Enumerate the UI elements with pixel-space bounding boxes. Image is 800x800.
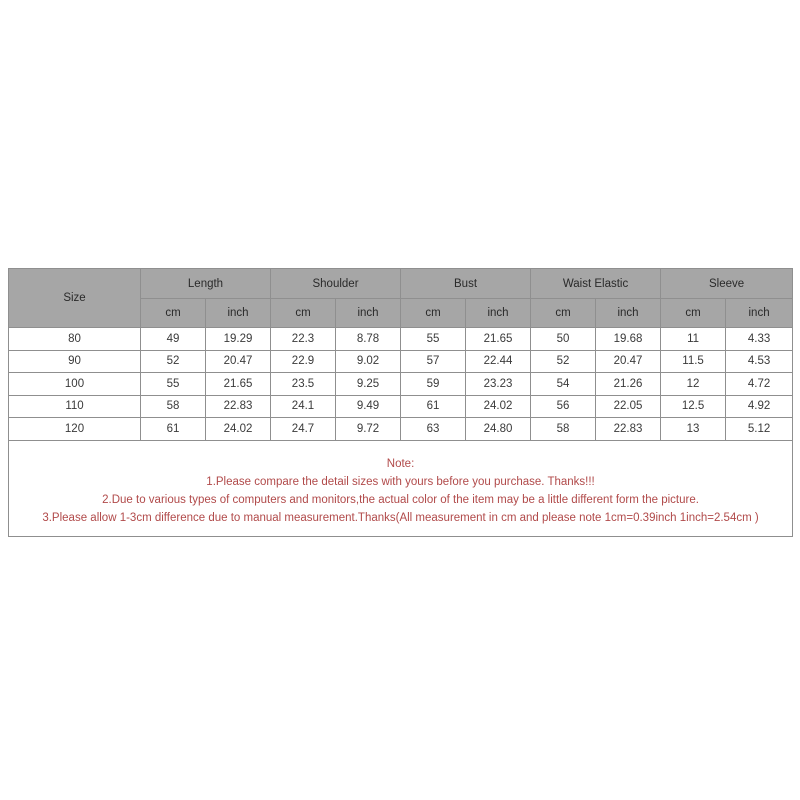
- unit-header-inch: inch: [206, 299, 271, 328]
- unit-header-cm: cm: [531, 299, 596, 328]
- unit-header-inch: inch: [466, 299, 531, 328]
- value-cell: 57: [401, 350, 466, 373]
- value-cell: 24.1: [271, 395, 336, 418]
- notes-cell: [9, 440, 793, 536]
- value-cell: 12: [661, 373, 726, 396]
- size-cell: 120: [9, 418, 141, 441]
- table-row: [9, 395, 793, 418]
- value-cell: 21.65: [466, 328, 531, 351]
- note-line-1: 1.Please compare the detail sizes with yours before you purchase. Thanks!!!: [206, 475, 595, 488]
- value-cell: 22.83: [596, 418, 661, 441]
- group-header-shoulder: Shoulder: [271, 269, 401, 299]
- table-row: [9, 328, 793, 351]
- notes-section: [9, 440, 793, 536]
- value-cell: 55: [141, 373, 206, 396]
- value-cell: 23.5: [271, 373, 336, 396]
- value-cell: 9.02: [336, 350, 401, 373]
- size-cell: 110: [9, 395, 141, 418]
- value-cell: 24.02: [206, 418, 271, 441]
- table-row: [9, 373, 793, 396]
- table-row: [9, 418, 793, 441]
- value-cell: 24.80: [466, 418, 531, 441]
- value-cell: 12.5: [661, 395, 726, 418]
- value-cell: 23.23: [466, 373, 531, 396]
- value-cell: 20.47: [596, 350, 661, 373]
- size-header: Size: [9, 269, 141, 328]
- value-cell: 58: [531, 418, 596, 441]
- value-cell: 20.47: [206, 350, 271, 373]
- size-cell: 90: [9, 350, 141, 373]
- table-header: [9, 269, 793, 328]
- value-cell: 56: [531, 395, 596, 418]
- value-cell: 63: [401, 418, 466, 441]
- value-cell: 52: [531, 350, 596, 373]
- value-cell: 4.92: [726, 395, 793, 418]
- size-cell: 100: [9, 373, 141, 396]
- size-chart-table: [8, 268, 793, 537]
- note-line-2: 2.Due to various types of computers and monitors,the actual color of the item may be a little different form the picture.: [102, 494, 699, 507]
- value-cell: 22.9: [271, 350, 336, 373]
- value-cell: 4.72: [726, 373, 793, 396]
- unit-header-cm: cm: [141, 299, 206, 328]
- group-header-sleeve: Sleeve: [661, 269, 793, 299]
- note-title: Note:: [386, 457, 415, 470]
- value-cell: 21.26: [596, 373, 661, 396]
- value-cell: 9.25: [336, 373, 401, 396]
- unit-header-inch: inch: [596, 299, 661, 328]
- value-cell: 59: [401, 373, 466, 396]
- value-cell: 22.83: [206, 395, 271, 418]
- value-cell: 24.7: [271, 418, 336, 441]
- value-cell: 61: [141, 418, 206, 441]
- table-row: [9, 350, 793, 373]
- value-cell: 61: [401, 395, 466, 418]
- header-row-groups: [9, 269, 793, 299]
- value-cell: 11: [661, 328, 726, 351]
- value-cell: 58: [141, 395, 206, 418]
- group-header-waist-elastic: Waist Elastic: [531, 269, 661, 299]
- value-cell: 50: [531, 328, 596, 351]
- value-cell: 19.29: [206, 328, 271, 351]
- unit-header-inch: inch: [726, 299, 793, 328]
- value-cell: 9.49: [336, 395, 401, 418]
- notes-row: [9, 440, 793, 536]
- value-cell: 11.5: [661, 350, 726, 373]
- unit-header-cm: cm: [271, 299, 336, 328]
- value-cell: 21.65: [206, 373, 271, 396]
- value-cell: 22.3: [271, 328, 336, 351]
- table-body: [9, 328, 793, 441]
- unit-header-cm: cm: [401, 299, 466, 328]
- value-cell: 5.12: [726, 418, 793, 441]
- group-header-length: Length: [141, 269, 271, 299]
- value-cell: 13: [661, 418, 726, 441]
- value-cell: 8.78: [336, 328, 401, 351]
- value-cell: 22.44: [466, 350, 531, 373]
- note-line-3: 3.Please allow 1-3cm difference due to manual measurement.Thanks(All measurement in cm and please note 1cm=0.39inch 1inch=2.54cm ): [42, 512, 759, 525]
- value-cell: 24.02: [466, 395, 531, 418]
- group-header-bust: Bust: [401, 269, 531, 299]
- value-cell: 19.68: [596, 328, 661, 351]
- unit-header-inch: inch: [336, 299, 401, 328]
- value-cell: 22.05: [596, 395, 661, 418]
- value-cell: 55: [401, 328, 466, 351]
- value-cell: 52: [141, 350, 206, 373]
- unit-header-cm: cm: [661, 299, 726, 328]
- value-cell: 49: [141, 328, 206, 351]
- value-cell: 4.53: [726, 350, 793, 373]
- value-cell: 9.72: [336, 418, 401, 441]
- size-cell: 80: [9, 328, 141, 351]
- value-cell: 4.33: [726, 328, 793, 351]
- value-cell: 54: [531, 373, 596, 396]
